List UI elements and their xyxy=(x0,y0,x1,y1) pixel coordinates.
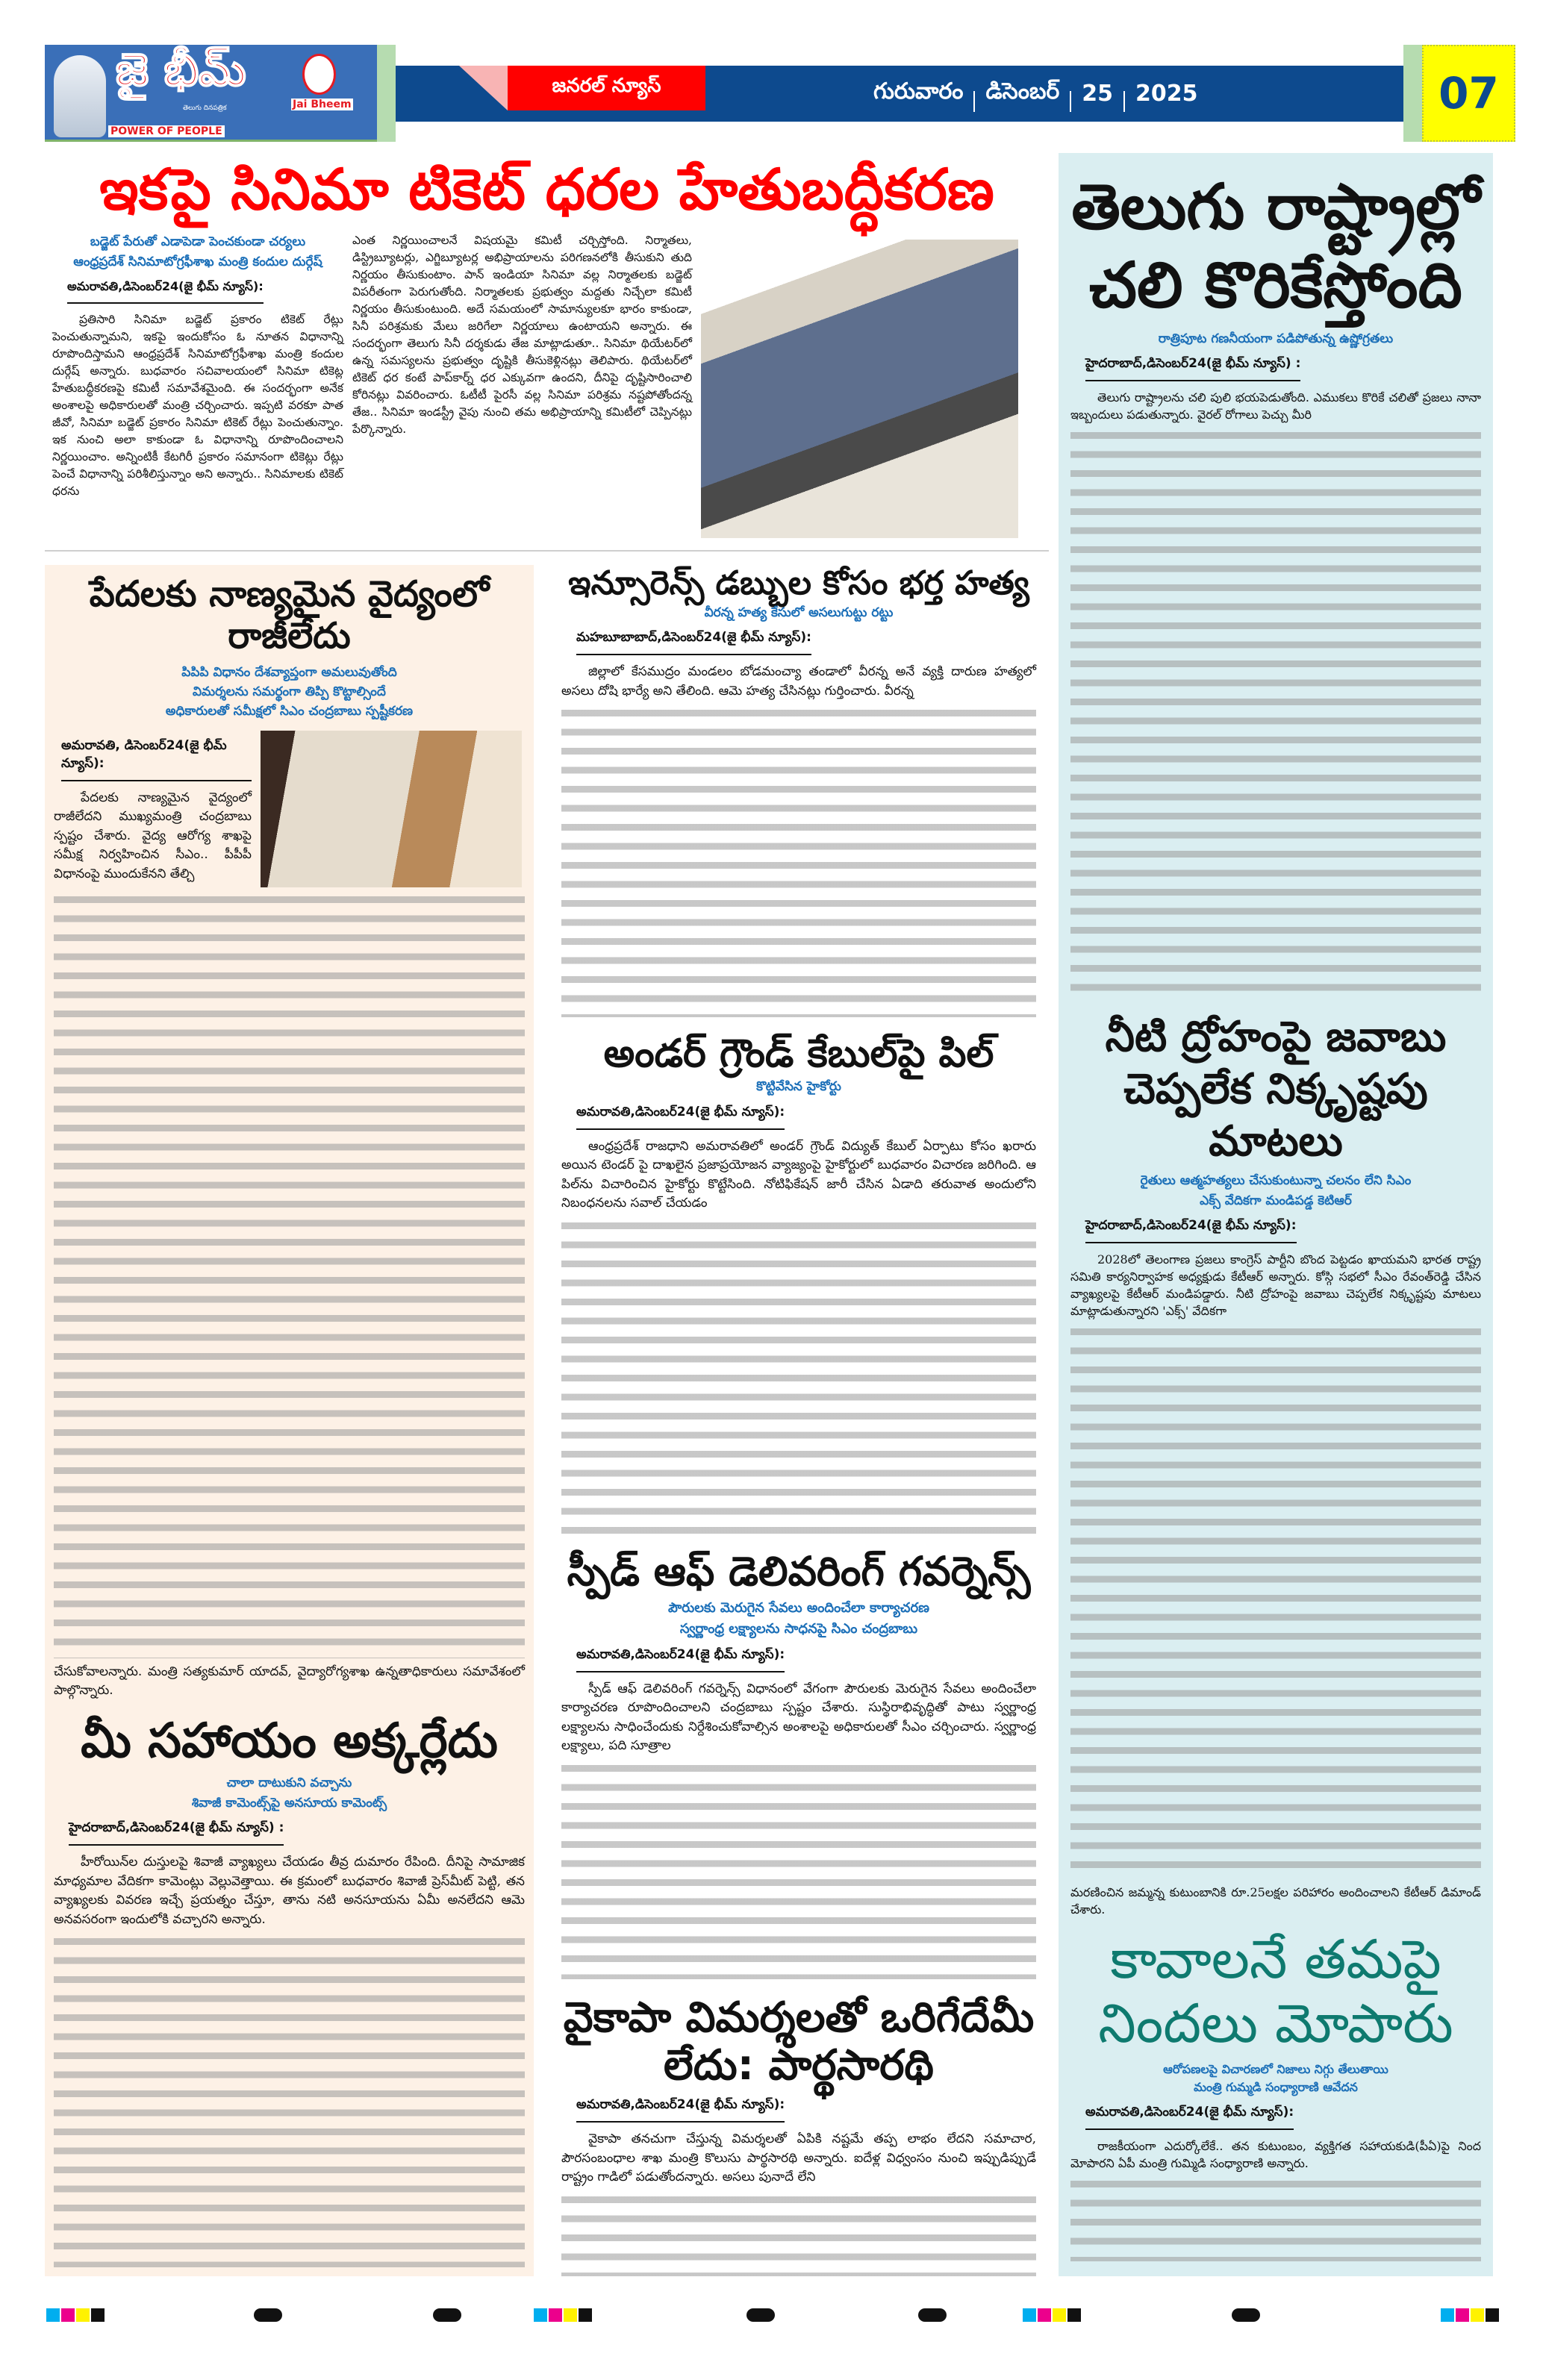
subheading: పౌరులకు మెరుగైన సేవలు అందించేలా కార్యాచరణ xyxy=(667,1599,929,1616)
middle-column xyxy=(552,565,1045,2276)
article-insurance xyxy=(552,565,1045,701)
article-body: జిల్లాలో కేసముద్రం మండలం బోడమంచ్యా తండాలో వీరన్న అనే వ్యక్తి దారుణ హత్యలో అసలు దోషి భార్యే అని తేలింది. ఆమె హత్య చేసినట్లు గుర్తించారు. వీరన్న xyxy=(561,664,1036,699)
article-body: ఆంధ్రప్రదేశ్ రాజధాని అమరావతిలో అండర్ గ్రౌండ్ విద్యుత్ కేబుల్ ఏర్పాటు కోసం ఖరారు అయిన టెండర్ పై దాఖలైన ప్రజాప్రయోజన వ్యాజ్యంపై హైకోర్టులో బుధవారం విచారణ జరిగింది. ఆ పిల్‌ను విచారించిన హైకోర్టు కొట్టేసింది. నోటిఫికేషన్ జారీ చేసిన ఏడాది తరువాత అందులోని నిబంధనలను సవాల్ చేయడం xyxy=(561,1138,1036,1211)
article-body: పేదలకు నాణ్యమైన వైద్యంలో రాజీలేదని ముఖ్యమంత్రి చంద్రబాబు స్పష్టం చేశారు. వైద్య ఆరోగ్య శాఖపై సమీక్ష నిర్వహించిన సీఎం.. పీపీపీ విధానంపై ముందుకేనని తేల్చి xyxy=(54,790,252,881)
headline-sandhya: కావాలనే తమపై నిందలు మోపారు xyxy=(1098,1927,1453,2055)
article-body: 2028లో తెలంగాణ ప్రజలు కాంగ్రెస్ పార్టీని బొంద పెట్టడం ఖాయమని భారత రాష్ట్ర సమితి కార్యనిర్వాహక అధ్యక్షుడు కేటీఆర్ అన్నారు. కోస్గి సభలో సీఎం రేవంత్‌రెడ్డి చేసిన వ్యాఖ్యలపై కేటీఆర్ మండిపడ్డారు. నీటి ద్రోహంపై జవాబు చెప్పలేక నిక్కృష్టపు మాటలు మాట్లాడుతున్నారని 'ఎక్స్' వేదికగా xyxy=(1070,1252,1481,1318)
headline-ycp: వైకాపా విమర్శలతో ఒరిగేదేమీ లేదు: పార్థసారథి xyxy=(563,1993,1035,2090)
body-text-continued xyxy=(561,705,1036,1017)
section-label: జనరల్ న్యూస్ xyxy=(508,66,705,110)
headline-sahayam: మీ సహాయం అక్కర్లేదు xyxy=(81,1713,498,1769)
body-text-continued xyxy=(54,1934,525,2267)
emblem-label: Jai Bheem xyxy=(293,99,352,110)
dateline: హైదరాబాద్,డిసెంబర్24(జై భీమ్ న్యూస్) : xyxy=(69,1820,284,1846)
registration-mark xyxy=(1023,2308,1036,2322)
newspaper-logo xyxy=(45,45,377,142)
registration-mark xyxy=(1456,2308,1469,2322)
dateline: అమరావతి,డిసెంబర్24(జై భీమ్ న్యూస్): xyxy=(1085,2105,1294,2130)
registration-mark xyxy=(1038,2308,1051,2322)
article-health xyxy=(45,574,534,887)
article-body: వైకాపా తనచుగా చేస్తున్న విమర్శలతో ఏపికి నష్టమే తప్ప లాభం లేదని సమాచార, పౌరసంబంధాల శాఖ మంత్రి కొలుసు పార్థసారథి అన్నారు. ఐదేళ్ల విధ్వంసం నుంచి ఇప్పుడిప్పుడే రాష్ట్రం గాడిలో పడుతోందన్నారు. అసలు పునాదే లేని xyxy=(561,2131,1036,2185)
article-governance xyxy=(552,1549,1045,1756)
article-body: రాజకీయంగా ఎదుర్కోలేకే.. తన కుటుంబం, వ్యక్తిగత సహాయకుడి(పీఏ)పై నింద మోపారని ఏపీ మంత్రి గుమ్మిడి సంధ్యారాణి అన్నారు. xyxy=(1070,2139,1481,2171)
subheading: కొట్టివేసిన హైకోర్టు xyxy=(756,1079,841,1095)
headline-cold: తెలుగు రాష్ట్రాల్లో చలి కొరికేస్తోంది xyxy=(1071,170,1480,322)
dateline: హైదరాబాద్,డిసెంబర్24(జై భీమ్ న్యూస్) : xyxy=(1085,356,1300,381)
minister-photo xyxy=(701,240,1018,538)
article-body: స్పీడ్ ఆఫ్ డెలివరింగ్ గవర్నెన్స్ విధానంలో వేగంగా పౌరులకు మెరుగైన సేవలు అందించేలా కార్యాచరణ రూపొందించాలని చంద్రబాబు స్పష్టం చేశారు. సుస్థిరాభివృద్ధితో పాటు స్వర్ణాంధ్ర లక్ష్యాలను సాధించేందుకు నిర్దేశించుకోవాల్సిన అంశాలపై అధికారులతో సీఎం చర్చించారు. స్వర్ణాంధ్ర లక్ష్యాలు, పది సూత్రాల xyxy=(561,1681,1036,1754)
divider xyxy=(1403,45,1422,142)
registration-mark xyxy=(1067,2308,1081,2322)
registration-mark xyxy=(564,2308,577,2322)
body-text-continued xyxy=(561,1761,1036,1979)
left-column-panel xyxy=(45,565,534,2276)
headline-cinema: ఇకపై సినిమా టికెట్ ధరల హేతుబద్ధీకరణ xyxy=(99,156,994,222)
decor xyxy=(459,66,508,110)
article-sandhya xyxy=(1062,1927,1490,2172)
article-body: హీరోయిన్‌ల దుస్తులపై శివాజీ వ్యాఖ్యలు చేయడం తీవ్ర దుమారం రేపింది. దీనిపై సామాజిక మాధ్యమాల వేదికగా కామెంట్లు వెల్లువెత్తాయి. ఈ క్రమంలో బుధవారం శివాజీ ప్రెస్‌మీట్ పెట్టి, తన వ్యాఖ్యలకు వివరణ ఇచ్చే ప్రయత్నం చేస్తూ, తాను నటి అనసూయను ఏమీ అనలేదని ఆమె అనవసరంగా ఇందులోకి వచ్చారని అన్నారు. xyxy=(54,1855,525,1927)
article-health-text xyxy=(54,731,252,887)
article-sahayam xyxy=(45,1714,534,1929)
article-cable xyxy=(552,1032,1045,1213)
right-column-panel xyxy=(1059,153,1493,2276)
body-text-continued xyxy=(1070,1324,1481,1879)
registration-mark xyxy=(254,2308,282,2322)
article-body: ప్రతిసారి సినిమా బడ్జెట్ ప్రకారం టికెట్ రేట్లు పెంచుతున్నామని, ఇకపై ఇందుకోసం ఓ నూతన విధానాన్ని రూపొందిస్తామని ఆంధ్రప్రదేశ్ సినిమాటోగ్రఫీశాఖ మంత్రి కందుల దుర్గేష్ అన్నారు. బుధవారం సచివాలయంలో సినిమా టికెట్ల హేతుబద్ధీకరణపై కమిటీ సమావేశమైంది. ఈ సందర్భంగా అనేక అంశాలపై అధికారులతో మంత్రి చర్చించారు. ఇప్పటి వరకూ పాత జీవో, సినిమా బడ్జెట్ ప్రకారం సినిమా టికెట్ రేట్లు పెంచుతున్నాం. ఇక నుంచి అలా కాకుండా ఓ విధానాన్ని రూపొందించాలని నిర్ణయించాం. అన్నింటికీ కేటగిరీ ప్రకారం సమానంగా టికెట్లు రేట్లు పెంచే విధానాన్ని పరిశీలిస్తున్నాం అని అన్నారు.. సినిమాలకు టికెట్ ధరను xyxy=(52,313,343,499)
subheading: ఆంధ్రప్రదేశ్ సినిమాటోగ్రఫీశాఖ మంత్రి కందుల దుర్గేష్ xyxy=(73,254,322,269)
subheading: స్వర్ణాంధ్ర లక్ష్యాలను సాధనపై సిఎం చంద్రబాబు xyxy=(679,1620,918,1637)
article-ktr xyxy=(1062,1011,1490,1319)
dateline: అమరావతి,డిసెంబర్24(జై భీమ్ న్యూస్): xyxy=(576,1105,785,1130)
registration-mark xyxy=(61,2308,75,2322)
page-number: 07 xyxy=(1422,45,1515,142)
subheading: ఆరోపణలపై విచారణలో నిజాలు నిగ్గు తేలుతాయి xyxy=(1163,2061,1388,2076)
registration-mark xyxy=(1471,2308,1484,2322)
dateline: మహబూబాబాద్,డిసెంబర్24(జై భీమ్ న్యూస్): xyxy=(576,630,811,655)
main-area xyxy=(45,157,1049,2276)
registration-mark xyxy=(433,2308,461,2322)
logo-title: జై భీమ్ xyxy=(116,45,246,96)
emblem-icon xyxy=(302,54,336,95)
headline-governance: స్పీడ్ ఆఫ్ డెలివరింగ్ గవర్నెన్స్ xyxy=(567,1547,1031,1595)
subheading: రైతులు ఆత్మహత్యలు చేసుకుంటున్నా చలనం లేని సిఎం xyxy=(1140,1173,1412,1189)
separator xyxy=(973,91,975,112)
article-body-closing: మరణించిన జమ్మన్న కుటుంబానికి రూ.25లక్షల పరిహారం అందించాలని కేటీఆర్ డిమాండ్ చేశారు. xyxy=(1070,1884,1481,1917)
registration-mark xyxy=(1441,2308,1454,2322)
article-cold xyxy=(1062,168,1490,423)
month: డిసెంబర్ xyxy=(985,78,1060,104)
subheading: పిపిపి విధానం దేశవ్యాప్తంగా అమలువుతోంది xyxy=(181,664,397,680)
dateline: అమరావతి, డిసెంబర్24(జై భీమ్ న్యూస్): xyxy=(61,738,252,781)
day: గురువారం xyxy=(873,78,964,104)
body-text-continued xyxy=(1070,2176,1481,2261)
dateline: అమరావతి,డిసెంబర్24(జై భీమ్ న్యూస్): xyxy=(576,2097,785,2123)
article-cinema xyxy=(45,157,1049,538)
article-body: ఎంత నిర్ణయించాలనే విషయమై కమిటీ చర్చిస్తోంది. నిర్మాతలు, డిస్ట్రిబ్యూటర్లు, ఎగ్జిబ్యూటర్ల అభిప్రాయాలను పరిగణనలోకి తీసుకుని తుది నిర్ణయం తీసుకుంటాం. పాన్ ఇండియా సినిమా వల్ల నిర్మాతలకు బడ్జెట్ విపరీతంగా పెరుగుతోంది. నిర్మాతలకు ప్రభుత్వం మద్దతు నిచ్చేలా కమిటీ నిర్ణయం తీసుకుంటుంది. అదే సమయంలో సామాన్యులకూ భారం కాకుండా, సినీ పరిశ్రమకు మేలు జరిగేలా నిర్ణయాలు ఉంటాయని అన్నారు. ఈ సందర్భంగా తెలుగు సినీ దర్శకుడు తేజ మాట్లాడుతూ.. సినిమా థియేటర్‌లో ఉన్న సమస్యలను ప్రభుత్వం దృష్టికి తీసుకెళ్లినట్లు తెలిపారు. థియేటర్‌లో టికెట్ ధర కంటే పాప్‌కార్న్ ధర ఎక్కువగా ఉందని, దీనిపై దృష్టిసారించాలి కోరినట్లు వివరించారు. ఓటీటీ పైరసీ వల్ల సినిమా పరిశ్రమ నష్టపోతోందన్న తేజ.. సినిమా ఇండస్ట్రీ వైపు నుంచి తమ అభిప్రాయాన్ని కమిటీలో చెప్పినట్లు పేర్కొన్నారు. xyxy=(352,234,692,437)
issue-date xyxy=(873,66,1198,122)
headline-insurance: ఇన్సూరెన్స్ డబ్బుల కోసం భర్త హత్య xyxy=(568,564,1029,603)
body-text-continued xyxy=(54,892,525,1658)
logo-motto: POWER OF PEOPLE xyxy=(108,125,225,137)
body-text-continued xyxy=(561,2192,1036,2276)
article-ycp xyxy=(552,1994,1045,2187)
article-cinema-col1 xyxy=(52,232,343,538)
year: 2025 xyxy=(1135,81,1198,107)
registration-mark xyxy=(746,2308,775,2322)
registration-mark xyxy=(549,2308,562,2322)
registration-mark xyxy=(91,2308,105,2322)
headline-health: పేదలకు నాణ్యమైన వైద్యంలో రాజీలేదు xyxy=(89,573,490,657)
subheading: విమర్శలను సమర్థంగా తిప్పి కొట్టాల్సిందే xyxy=(193,684,386,700)
subheading: వీరన్న హత్య కేసులో అసలుగుట్టు రట్టు xyxy=(704,605,894,620)
subheading: ఎక్స్ వేదికగా మండిపడ్డ కెటిఆర్ xyxy=(1200,1193,1352,1208)
subheading: చాలా దాటుకుని వచ్చాను xyxy=(226,1775,352,1791)
registration-mark xyxy=(76,2308,90,2322)
separator xyxy=(1070,91,1071,112)
date: 25 xyxy=(1082,81,1113,107)
registration-mark xyxy=(579,2308,592,2322)
lower-columns xyxy=(45,550,1049,2276)
article-ktr-closing xyxy=(1062,1884,1490,1918)
meeting-photo xyxy=(261,731,522,887)
headline-ktr: నీటి ద్రోహంపై జవాబు చెప్పలేక నిక్కృష్టపు మాటలు xyxy=(1105,1013,1447,1166)
logo-tagline: తెలుగు దినపత్రిక xyxy=(183,104,227,112)
registration-mark xyxy=(1232,2308,1260,2322)
article-health-closing xyxy=(45,1663,534,1701)
separator xyxy=(1123,91,1125,112)
dateline: అమరావతి,డిసెంబర్24(జై భీమ్ న్యూస్): xyxy=(576,1647,785,1672)
subheading: శివాజీ కామెంట్స్‌పై అనసూయ కామెంట్స్ xyxy=(191,1795,387,1811)
body-text-continued xyxy=(1070,428,1481,998)
portrait-image xyxy=(54,55,106,137)
registration-mark xyxy=(918,2308,947,2322)
registration-mark xyxy=(534,2308,547,2322)
subheading: అధికారులతో సమీక్షలో సిఎం చంద్రబాబు స్పష్టీకరణ xyxy=(165,704,414,719)
article-body-closing: చేసుకోవాలన్నారు. మంత్రి సత్యకుమార్ యాదవ్, వైద్యారోగ్యశాఖ ఉన్నతాధికారులు సమావేశంలో పాల్గొన్నారు. xyxy=(54,1664,525,1699)
registration-mark xyxy=(1486,2308,1499,2322)
headline-cable: అండర్ గ్రౌండ్ కేబుల్‌పై పిల్ xyxy=(603,1031,994,1077)
body-text-continued xyxy=(561,1218,1036,1534)
dateline: అమరావతి,డిసెంబర్24(జై భీమ్ న్యూస్): xyxy=(67,279,264,304)
registration-mark xyxy=(46,2308,60,2322)
subheading: మంత్రి గుమ్మడి సంధ్యారాణి ఆవేదన xyxy=(1194,2080,1358,2095)
article-health-row xyxy=(54,731,525,887)
article-cinema-row xyxy=(52,232,1041,538)
subheading: బడ్జెట్ పేరుతో ఎడాపెడా పెంచకుండా చర్యలు xyxy=(90,234,306,250)
registration-mark xyxy=(1053,2308,1066,2322)
article-body: తెలుగు రాష్ట్రాలను చలి పులి భయపెడుతోంది. ఎముకలు కొరికే చలితో ప్రజలు నానా ఇబ్బందులు పడుతున్నారు. వైరల్ రోగాలు పెచ్చు మీరి xyxy=(1070,390,1481,422)
subheading: రాత్రిపూట గణనీయంగా పడిపోతున్న ఉష్ణోగ్రతలు xyxy=(1158,331,1394,346)
divider xyxy=(377,45,396,142)
dateline: హైదరాబాద్,డిసెంబర్24(జై భీమ్ న్యూస్): xyxy=(1085,1218,1297,1243)
